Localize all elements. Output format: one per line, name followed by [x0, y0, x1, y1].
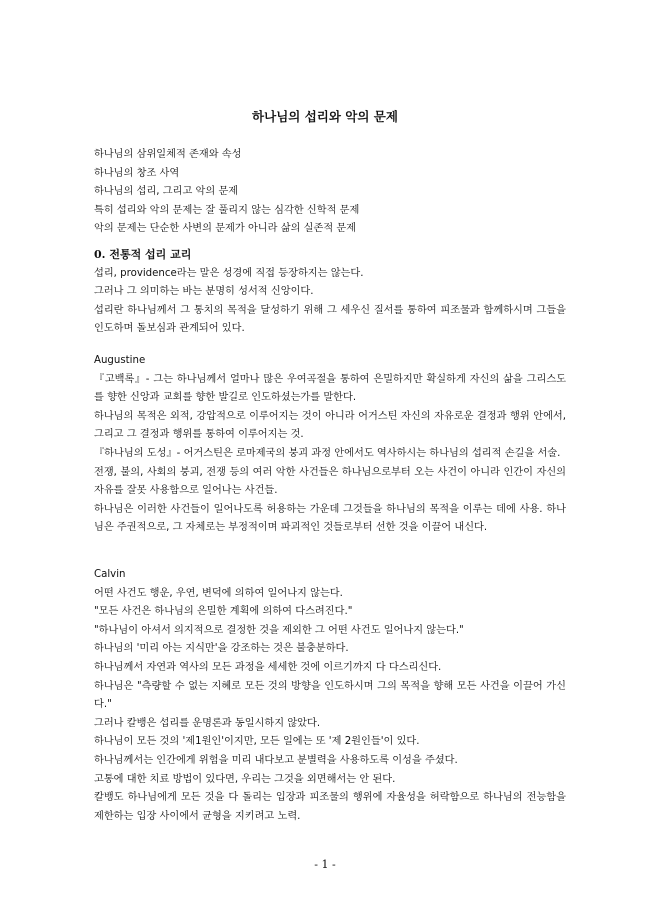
paragraph: 어떤 사건도 행운, 우연, 변덕에 의하여 일어나지 않는다.: [94, 587, 343, 599]
paragraph: 『고백록』- 그는 하나님께서 얼마나 많은 우여곡절을 통하여 은밀하지만 확실하게 자신의 삶을 그리스도를 향한 신앙과 교회를 향한 발길로 인도하셨는가를 말한다.: [94, 373, 566, 404]
paragraph: "모든 사건은 하나님의 은밀한 계획에 의하여 다스려진다.": [94, 606, 353, 618]
paragraph: "하나님이 아셔서 의지적으로 결정한 것을 제외한 그 어떤 사건도 일어나지 않는다.": [94, 624, 464, 636]
paragraph: 섭리, providence라는 말은 성경에 직접 등장하지는 않는다.: [94, 267, 364, 279]
intro-list: [94, 146, 566, 239]
page-title: 하나님의 섭리와 악의 문제: [252, 109, 398, 124]
paragraph: 하나님의 목적은 외적, 강압적으로 이루어지는 것이 아니라 어거스틴 자신의 자유로운 결정과 행위 안에서, 그리고 그 결정과 행위를 통하여 이루어지는 것.: [94, 410, 566, 441]
section-augustine: [94, 352, 566, 538]
section-heading: Calvin: [94, 569, 126, 580]
paragraph: 하나님은 이러한 사건들이 일어나도록 허용하는 가운데 그것들을 하나님의 목적을 이루는 데에 사용. 하나님은 주권적으로, 그 자체로는 부정적이며 파괴적인 것들로부터 선한 것을 이끌어 내신다.: [94, 503, 566, 534]
intro-line: 특히 섭리와 악의 문제는 잘 풀리지 않는 심각한 신학적 문제: [94, 204, 360, 216]
paragraph: 하나님이 모든 것의 '제1원인'이지만, 모든 일에는 또 '제 2원인들'이 있다.: [94, 736, 420, 748]
page-number: - 1 -: [314, 858, 336, 871]
intro-line: 하나님의 창조 사역: [94, 167, 180, 179]
paragraph: 전쟁, 불의, 사회의 붕괴, 전쟁 등의 여러 악한 사건들은 하나님으로부터 오는 사건이 아니라 인간이 자신의 자유를 잘못 사용함으로 일어나는 사건들.: [94, 466, 566, 497]
intro-line: 악의 문제는 단순한 사변의 문제가 아니라 삶의 실존적 문제: [94, 223, 357, 235]
paragraph: 그러나 그 의미하는 바는 분명히 성서적 신앙이다.: [94, 286, 314, 298]
intro-line: 하나님의 섭리, 그리고 악의 문제: [94, 186, 239, 198]
paragraph: 그러나 칼뱅은 섭리를 운명론과 동일시하지 않았다.: [94, 717, 321, 729]
intro-line: 하나님의 삼위일체적 존재와 속성: [94, 149, 242, 160]
paragraph: 하나님께서는 인간에게 위험을 미리 내다보고 분별력을 사용하도록 이성을 주셨다.: [94, 754, 458, 766]
section-calvin: [94, 566, 566, 826]
paragraph: 『하나님의 도성』- 어거스틴은 로마제국의 붕괴 과정 안에서도 역사하시는 하나님의 섭리적 손길을 서술.: [94, 447, 561, 459]
section-heading: 0. 전통적 섭리 교리: [94, 248, 192, 261]
paragraph: 하나님의 '미리 아는 지식만'을 강조하는 것은 불충분하다.: [94, 643, 349, 655]
section-heading: Augustine: [94, 355, 146, 366]
section-traditional-providence: [94, 246, 566, 339]
paragraph: 하나님은 "측량할 수 없는 지혜로 모든 것의 방향을 인도하시며 그의 목적을 향해 모든 사건을 이끌어 가신다.": [94, 680, 566, 711]
paragraph: 고통에 대한 치료 방법이 있다면, 우리는 그것을 외면해서는 안 된다.: [94, 773, 396, 785]
paragraph: 섭리란 하나님께서 그 통치의 목적을 달성하기 위해 그 세우신 질서를 통하여 피조물과 함께하시며 그들을 인도하며 돌보심과 관계되어 있다.: [94, 304, 566, 335]
paragraph: 칼뱅도 하나님에게 모든 것을 다 돌리는 입장과 피조물의 행위에 자율성을 허락함으로 하나님의 전능함을 제한하는 입장 사이에서 균형을 지키려고 노력.: [94, 792, 566, 822]
paragraph: 하나님께서 자연과 역사의 모든 과정을 세세한 것에 이르기까지 다 다스리신다.: [94, 661, 442, 673]
